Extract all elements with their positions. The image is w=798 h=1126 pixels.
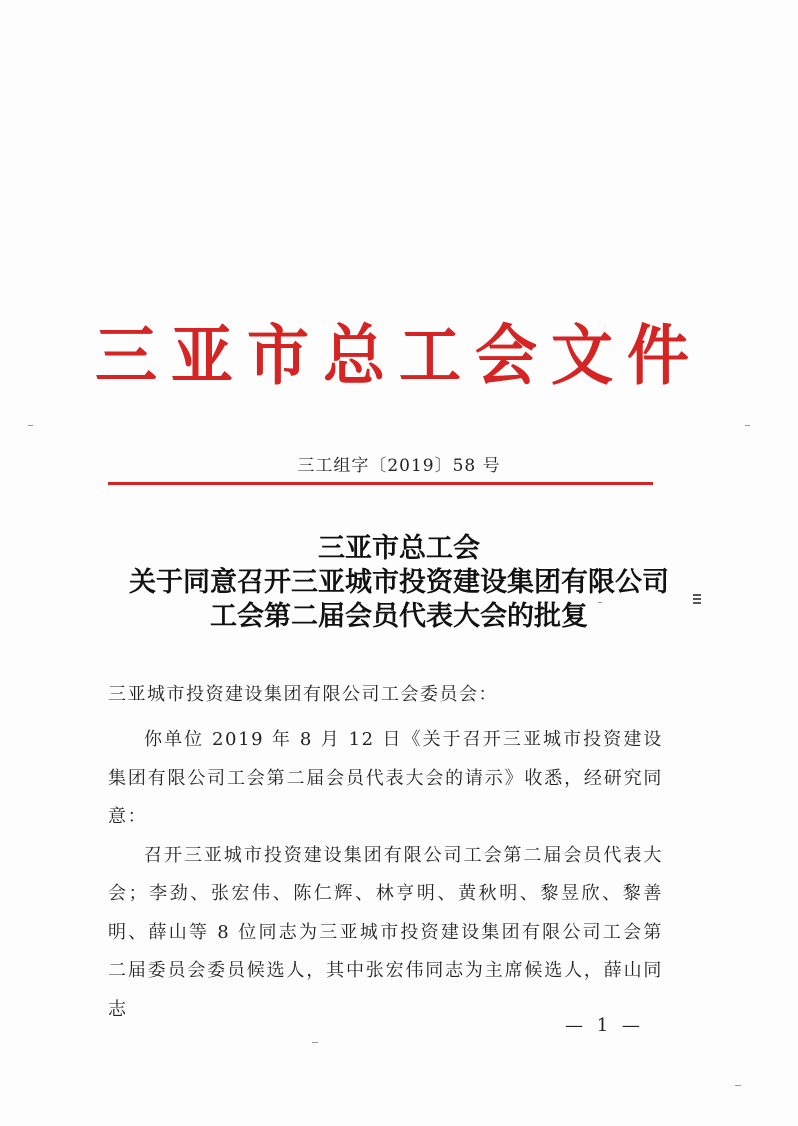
- document-number: 三工组字〔2019〕58 号: [297, 456, 501, 476]
- scan-speck: [745, 425, 750, 426]
- scan-speck: [312, 1042, 318, 1043]
- body-text: [108, 721, 663, 1029]
- title-line-2: 关于同意召开三亚城市投资建设集团有限公司: [129, 567, 669, 598]
- scan-speck: [28, 425, 33, 426]
- scan-edge-mark-icon: [693, 594, 701, 608]
- body-paragraph-2: 召开三亚城市投资建设集团有限公司工会第二届会员代表大会；李劲、张宏伟、陈仁辉、林亨明、黄秋明、黎昱欣、黎善明、薛山等 8 位同志为三亚城市投资建设集团有限公司工会第二届委员会委员候选人，其中张宏伟同志为主席候选人，薛山同志: [108, 844, 663, 1020]
- scan-speck: [598, 602, 602, 603]
- org-header-title: 三亚市总工会文件: [94, 317, 703, 394]
- scan-speck: [735, 1085, 741, 1086]
- title-line-3: 工会第二届会员代表大会的批复: [210, 601, 588, 632]
- title-line-1: 三亚市总工会: [318, 533, 480, 564]
- red-separator-line: [108, 482, 653, 485]
- salutation: 三亚城市投资建设集团有限公司工会委员会：: [108, 684, 498, 705]
- body-paragraph-1: 你单位 2019 年 8 月 12 日《关于召开三亚城市投资建设集团有限公司工会第二届会员代表大会的请示》收悉，经研究同意：: [108, 729, 663, 827]
- page-number: — 1 —: [565, 1015, 644, 1036]
